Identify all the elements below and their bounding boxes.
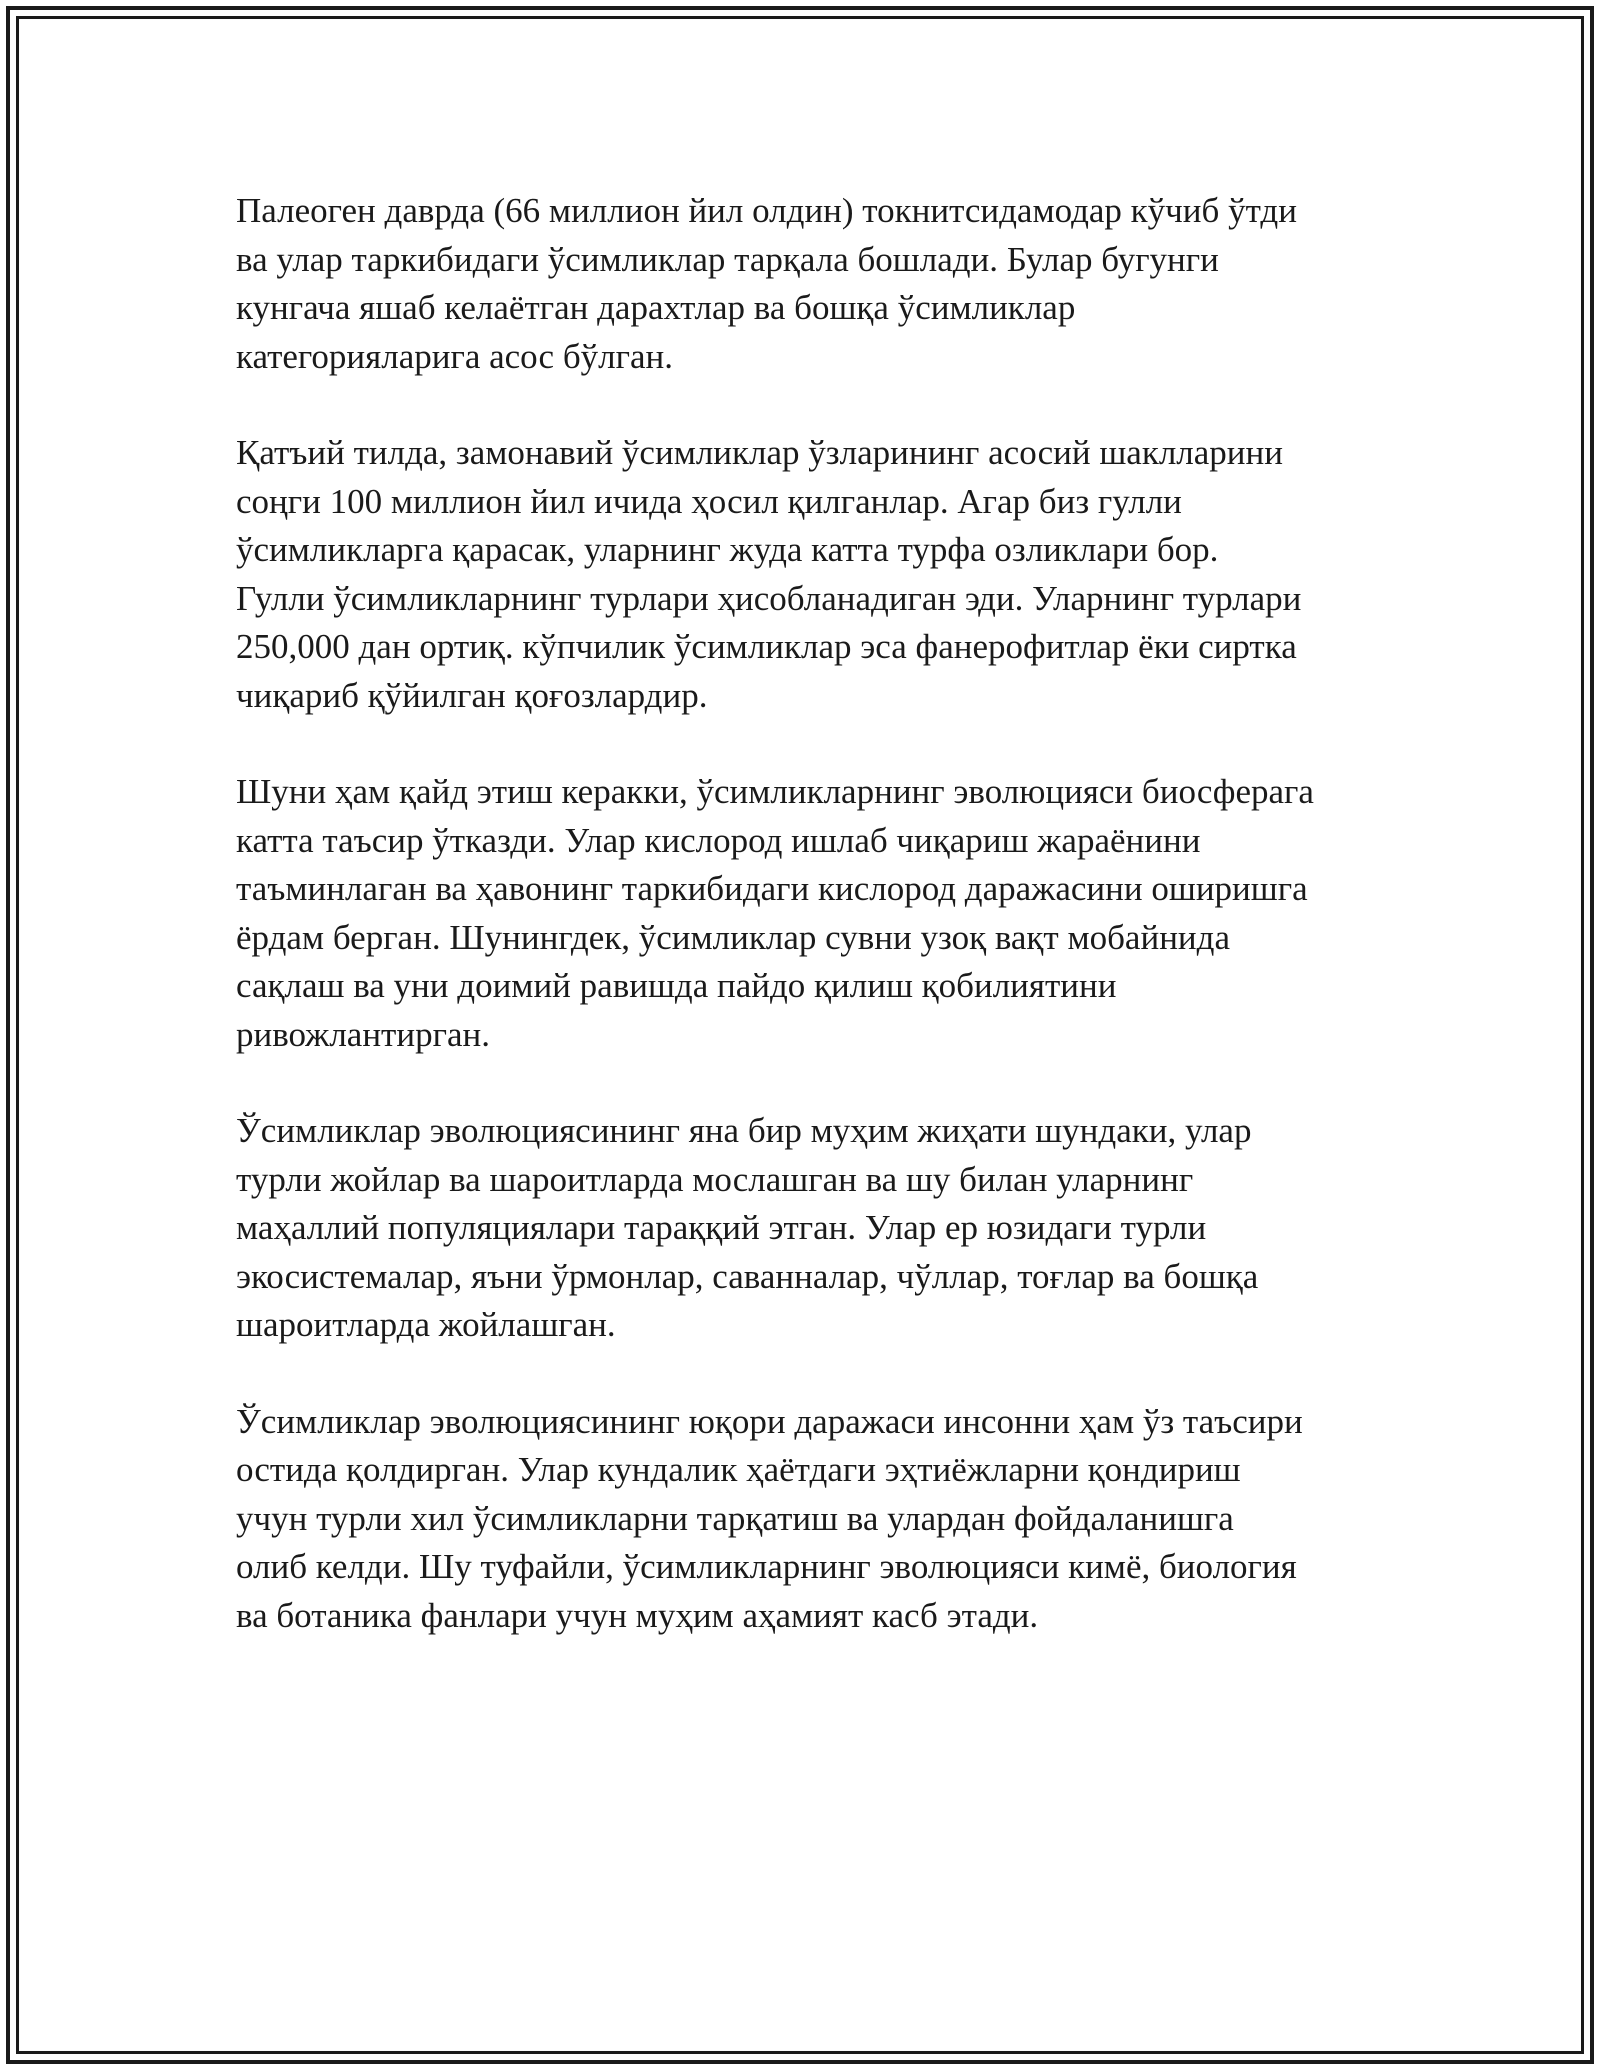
paragraph-line: Шуни ҳам қайд этиш керакки, ўсимликларнинг эволюцияси биосферага <box>236 772 1314 811</box>
paragraph-line: Ўсимликлар эволюциясининг юқори даражаси инсонни ҳам ўз таъсири <box>236 1401 1303 1441</box>
paragraph-line: сақлаш ва уни доимий равишда пайдо қилиш қобилиятини <box>236 966 1117 1005</box>
paragraph-line: кунгача яшаб келаётган дарахтлар ва бошқа ўсимликлар <box>236 288 1076 327</box>
paragraph-line: шароитларда жойлашган. <box>236 1305 616 1344</box>
paragraph-line: турли жойлар ва шароитларда мослашган ва шу билан уларнинг <box>236 1159 1194 1199</box>
paragraph-line: ўсимликларга қарасак, уларнинг жуда катта турфа озликлари бор. <box>236 530 1219 569</box>
paragraph-2 <box>236 429 1376 720</box>
paragraph-line: категорияларига асос бўлган. <box>236 336 673 376</box>
document-body <box>236 187 1376 1688</box>
paragraph-line: Гулли ўсимликларнинг турлари ҳисобланадиган эди. Уларнинг турлари <box>236 578 1302 618</box>
paragraph-line: Палеоген даврда (66 миллион йил олдин) токнитсидамодар кўчиб ўтди <box>236 191 1297 230</box>
paragraph-4 <box>236 1107 1376 1350</box>
paragraph-line: соңги 100 миллион йил ичида ҳосил қилганлар. Агар биз гулли <box>236 481 1182 521</box>
paragraph-line: Қатъий тилда, замонавий ўсимликлар ўзларининг асосий шаклларини <box>236 433 1283 472</box>
paragraph-line: таъминлаган ва ҳавонинг таркибидаги кислород даражасини оширишга <box>236 869 1308 908</box>
paragraph-1 <box>236 187 1376 381</box>
paragraph-line: учун турли хил ўсимликларни тарқатиш ва улардан фойдаланишга <box>236 1498 1234 1538</box>
paragraph-line: маҳаллий популяциялари тараққий этган. Улар ер юзидаги турли <box>236 1208 1207 1247</box>
paragraph-line: 250,000 дан ортиқ. кўпчилик ўсимликлар эса фанерофитлар ёки сиртка <box>236 627 1297 666</box>
paragraph-line: чиқариб қўйилган қоғозлардир. <box>236 675 708 715</box>
paragraph-line: Ўсимликлар эволюциясининг яна бир муҳим жиҳати шундаки, улар <box>236 1111 1252 1150</box>
paragraph-5 <box>236 1398 1376 1641</box>
paragraph-line: ёрдам берган. Шунингдек, ўсимликлар сувни узоқ вақт мобайнида <box>236 917 1230 957</box>
paragraph-line: остида қолдирган. Улар кундалик ҳаётдаги эҳтиёжларни қондириш <box>236 1450 1241 1489</box>
paragraph-line: олиб келди. Шу туфайли, ўсимликларнинг эволюцияси кимё, биология <box>236 1547 1297 1586</box>
paragraph-line: ривожлантирган. <box>236 1014 490 1054</box>
paragraph-line: ва улар таркибидаги ўсимликлар тарқала бошлади. Булар бугунги <box>236 239 1219 279</box>
paragraph-line: ва ботаника фанлари учун муҳим аҳамият касб этади. <box>236 1595 1039 1635</box>
paragraph-3 <box>236 768 1376 1059</box>
paragraph-line: катта таъсир ўтказди. Улар кислород ишлаб чиқариш жараёнини <box>236 820 1201 860</box>
paragraph-line: экосистемалар, яъни ўрмонлар, саванналар, чўллар, тоғлар ва бошқа <box>236 1256 1259 1296</box>
